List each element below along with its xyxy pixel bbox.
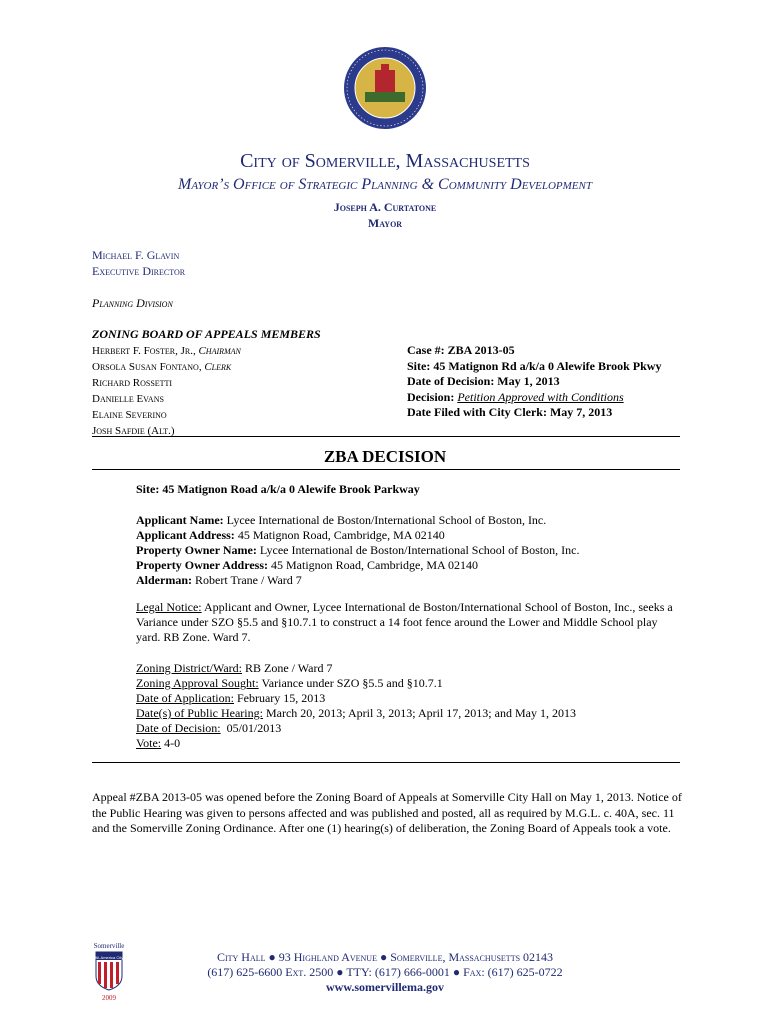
footer-phones: (617) 625-6600 Ext. 2500 ● TTY: (617) 666-0001 ● Fax: (617) 625-0722 (207, 965, 563, 979)
seal-icon (343, 46, 427, 130)
member-name: Orsola Susan Fontano, (92, 361, 202, 373)
board-member (92, 359, 241, 375)
field-label: Property Owner Address: (136, 558, 268, 572)
member-name: Josh Safdie (Alt.) (92, 425, 175, 437)
field-value: March 20, 2013; April 3, 2013; April 17, 2013; and May 1, 2013 (262, 706, 576, 720)
mayor-title: Mayor (367, 216, 403, 230)
mayor-name: Joseph A. Curtatone (333, 200, 437, 214)
field-value: Robert Trane / Ward 7 (192, 573, 302, 587)
member-name: Elaine Severino (92, 409, 167, 421)
footer (0, 950, 770, 995)
divider (92, 469, 680, 470)
board-member (92, 343, 241, 359)
hearing-dates-row (136, 706, 676, 721)
field-value: Lycee International de Boston/International School of Boston, Inc. (223, 513, 547, 527)
field-value: Lycee International de Boston/International School of Boston, Inc. (256, 543, 580, 557)
case-info (407, 343, 661, 421)
zoning-block (136, 661, 676, 751)
decision-value: Petition Approved with Conditions (457, 389, 624, 404)
member-role: Chairman (198, 345, 241, 357)
logo-top-text: Somerville (93, 942, 125, 950)
case-date-filed: Date Filed with City Clerk: May 7, 2013 (407, 405, 613, 419)
field-label: Applicant Name: (136, 513, 224, 527)
field-label: Alderman: (136, 573, 192, 587)
field-value: February 15, 2013 (233, 691, 326, 705)
case-site: Site: 45 Matignon Rd a/k/a 0 Alewife Brook Pkwy (407, 358, 662, 373)
legal-notice-text: Applicant and Owner, Lycee International de Boston/International School of Boston, Inc., seeks a Variance under SZO §5.5 and §10.7.1 to construct a 14 foot fence around the Lower and Middle School play yard. RB Zone. Ward 7. (136, 600, 673, 644)
field-value: 45 Matignon Road, Cambridge, MA 02140 (268, 558, 478, 572)
field-label: Zoning District/Ward: (136, 661, 243, 675)
board-heading: ZONING BOARD OF APPEALS MEMBERS (92, 327, 321, 341)
field-label: Zoning Approval Sought: (136, 676, 259, 690)
applicant-address-row (136, 528, 676, 543)
divider (92, 762, 680, 763)
member-name: Richard Rossetti (92, 377, 173, 389)
board-member (92, 375, 241, 391)
board-member (92, 407, 241, 423)
appeal-paragraph: Appeal #ZBA 2013-05 was opened before the Zoning Board of Appeals at Somerville City Hall on May 1, 2013. Notice of the Public Hearing was given to persons affected and was published and posted, all as required by M.G.L. c. 40A, sec. 11 and the Somerville Zoning Ordinance. After one (1) hearing(s) of deliberation, the Zoning Board of Appeals took a vote. (92, 790, 682, 835)
field-label: Vote: (136, 736, 162, 750)
field-label: Applicant Address: (136, 528, 235, 542)
owner-name-row (136, 543, 676, 558)
field-label: Date(s) of Public Hearing: (136, 706, 263, 720)
field-value: RB Zone / Ward 7 (242, 661, 333, 675)
division-name: Planning Division (92, 296, 173, 310)
field-value: 45 Matignon Road, Cambridge, MA 02140 (234, 528, 445, 542)
field-label: Date of Decision: (136, 721, 221, 735)
member-role: Clerk (204, 361, 232, 373)
field-value: Variance under SZO §5.5 and §10.7.1 (258, 676, 443, 690)
site-line: Site: 45 Matignon Road a/k/a 0 Alewife Brook Parkway (136, 482, 420, 496)
legal-notice-label: Legal Notice: (136, 600, 202, 614)
divider (92, 436, 680, 437)
logo-year-text: 2009 (102, 994, 116, 1002)
director-title: Executive Director (92, 264, 186, 278)
decision-date-row (136, 721, 676, 736)
member-name: Danielle Evans (92, 393, 164, 405)
case-number: Case #: ZBA 2013-05 (407, 343, 515, 357)
city-title: City of Somerville, Massachusetts (240, 150, 530, 172)
office-title: Mayor’s Office of Strategic Planning & Community Development (178, 176, 592, 193)
applicant-name-row (136, 513, 676, 528)
director-name: Michael F. Glavin (92, 248, 180, 262)
alderman-row (136, 573, 676, 588)
zoning-approval-row (136, 676, 676, 691)
field-label: Property Owner Name: (136, 543, 257, 557)
footer-website-link[interactable]: www.somervillema.gov (326, 980, 444, 994)
case-date-of-decision: Date of Decision: May 1, 2013 (407, 374, 560, 388)
field-value: 05/01/2013 (220, 721, 282, 735)
footer-address: City Hall ● 93 Highland Avenue ● Somerville, Massachusetts 02143 (216, 950, 554, 964)
field-value: 4-0 (161, 736, 181, 750)
logo-mid-text: All-America City (94, 955, 124, 960)
owner-address-row (136, 558, 676, 573)
city-seal (343, 46, 427, 130)
case-decision (407, 390, 661, 406)
decision-label: Decision: (407, 389, 458, 404)
zoning-district-row (136, 661, 676, 676)
applicant-block (136, 513, 676, 588)
member-name: Herbert F. Foster, Jr., (92, 345, 196, 357)
decision-title: ZBA DECISION (323, 447, 447, 466)
field-label: Date of Application: (136, 691, 234, 705)
application-date-row (136, 691, 676, 706)
board-members-list (92, 343, 241, 439)
vote-row (136, 736, 676, 751)
legal-notice (136, 600, 676, 645)
board-member (92, 391, 241, 407)
